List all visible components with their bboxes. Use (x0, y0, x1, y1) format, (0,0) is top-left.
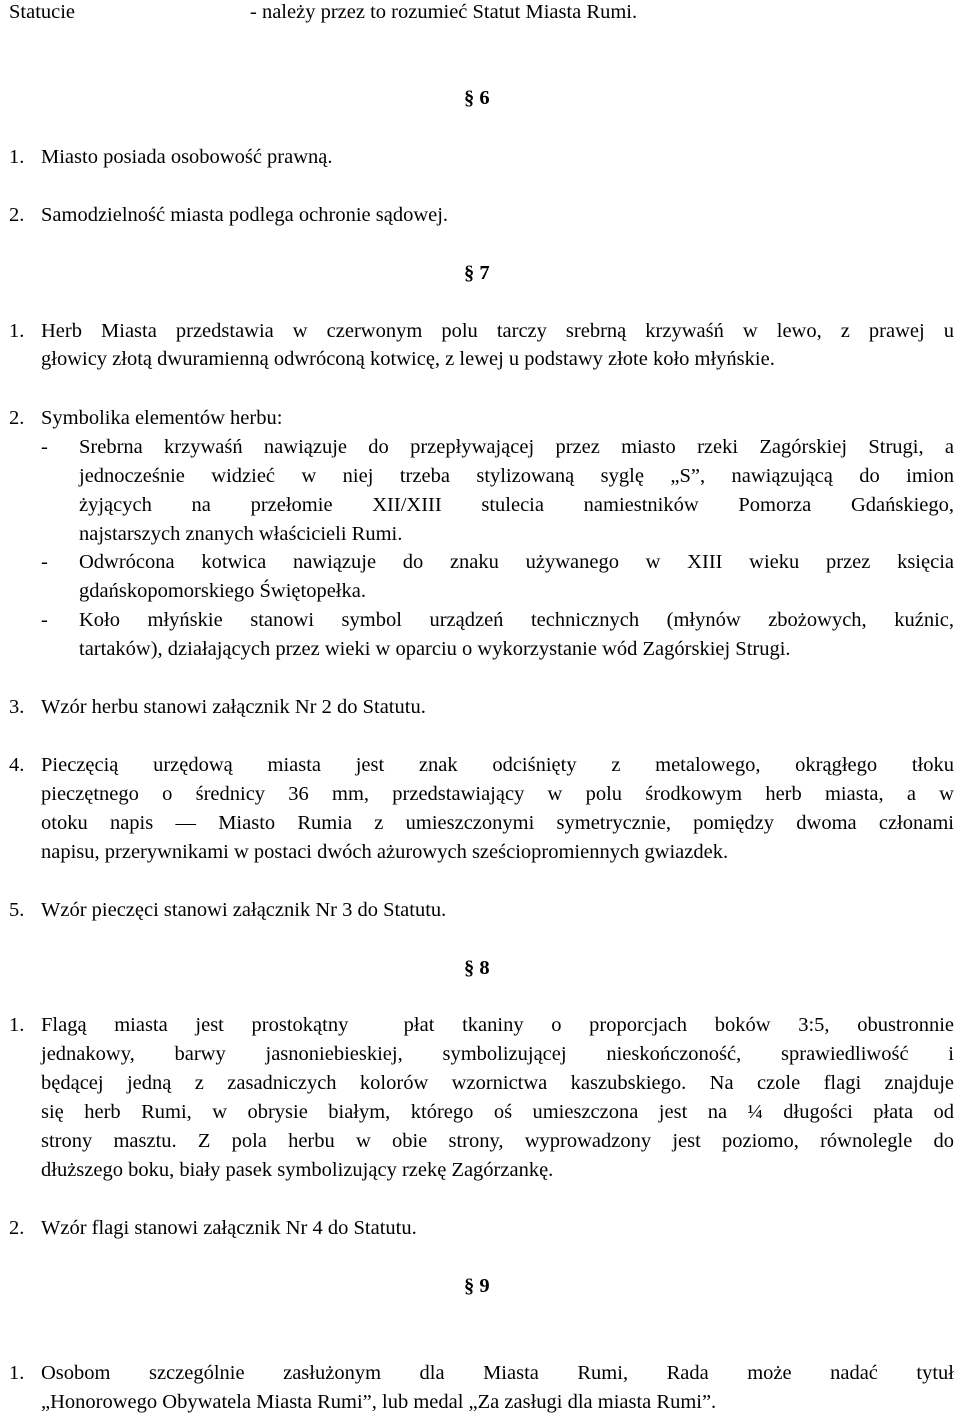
bullet-text: tartaków), działających przez wieki w oparciu o wykorzystanie wód Zagórskiej Strugi. (79, 638, 791, 660)
item-text: Miasto posiada osobowość prawną. (41, 146, 333, 168)
item-number: 1. (9, 1362, 25, 1384)
item-number: 2. (9, 1217, 25, 1239)
item-text: się herb Rumi, w obrysie białym, którego oś umieszczona jest na ¼ długości płata od (41, 1101, 954, 1123)
item-text: Flagą miasta jest prostokątny płat tkaniny o proporcjach boków 3:5, obustronnie (41, 1014, 954, 1036)
dash-bullet: - (41, 436, 48, 458)
item-text: Wzór herbu stanowi załącznik Nr 2 do Statutu. (41, 696, 426, 718)
item-text: Herb Miasta przedstawia w czerwonym polu tarczy srebrną krzywaśń w lewo, z prawej u (41, 320, 954, 342)
item-number: 2. (9, 204, 25, 226)
item-number: 1. (9, 1014, 25, 1036)
bullet-text: Odwrócona kotwica nawiązuje do znaku używanego w XIII wieku przez księcia (79, 551, 954, 573)
item-number: 5. (9, 899, 25, 921)
item-number: 4. (9, 754, 25, 776)
item-number: 1. (9, 146, 25, 168)
item-text: „Honorowego Obywatela Miasta Rumi”, lub medal „Za zasługi dla miasta Rumi”. (41, 1391, 717, 1413)
item-number: 1. (9, 320, 25, 342)
bullet-text: gdańskopomorskiego Świętopełka. (79, 580, 366, 602)
item-text: głowicy złotą dwuramienną odwróconą kotwicę, z lewej u podstawy złote koło młyńskie. (41, 348, 775, 370)
bullet-text: najstarszych znanych właścicieli Rumi. (79, 523, 403, 545)
item-text: Wzór flagi stanowi załącznik Nr 4 do Statutu. (41, 1217, 417, 1239)
item-text: Pieczęcią urzędową miasta jest znak odciśnięty z metalowego, okrągłego tłoku (41, 754, 954, 776)
bullet-text: żyjących na przełomie XII/XIII stulecia namiestników Pomorza Gdańskiego, (79, 494, 954, 516)
bullet-text: Koło młyńskie stanowi symbol urządzeń technicznych (młynów zbożowych, kuźnic, (79, 609, 954, 631)
item-text: jednakowy, barwy jasnoniebieskiej, symbolizującej nieskończoność, sprawiedliwość i (41, 1043, 954, 1065)
item-text: strony masztu. Z pola herbu w obie strony, wyprowadzony jest poziomo, równolegle do (41, 1130, 954, 1152)
dash-bullet: - (41, 609, 48, 631)
item-text: pieczętnego o średnicy 36 mm, przedstawiający w polu środkowym herb miasta, a w (41, 783, 954, 805)
item-number: 3. (9, 696, 25, 718)
term-label: Statucie (9, 1, 76, 23)
item-text: napisu, przerywnikami w postaci dwóch ażurowych sześciopromiennych gwiazdek. (41, 841, 729, 863)
item-text: Wzór pieczęci stanowi załącznik Nr 3 do Statutu. (41, 899, 447, 921)
term-definition: - należy przez to rozumieć Statut Miasta Rumi. (250, 1, 638, 23)
bullet-text: Srebrna krzywaśń nawiązuje do przepływającej przez miasto rzeki Zagórskiej Strugi, a (79, 436, 954, 458)
item-text: Symbolika elementów herbu: (41, 407, 283, 429)
paragraph-8-heading: § 8 (464, 957, 490, 979)
item-text: Samodzielność miasta podlega ochronie sądowej. (41, 204, 449, 226)
item-text: otoku napis — Miasto Rumia z umieszczonymi symetrycznie, pomiędzy dwoma członami (41, 812, 954, 834)
paragraph-7-heading: § 7 (464, 262, 490, 284)
paragraph-6-heading: § 6 (464, 87, 490, 109)
item-number: 2. (9, 407, 25, 429)
item-text: będącej jedną z zasadniczych kolorów wzornictwa kaszubskiego. Na czole flagi znajduje (41, 1072, 954, 1094)
dash-bullet: - (41, 551, 48, 573)
paragraph-9-heading: § 9 (464, 1275, 490, 1297)
item-text: dłuższego boku, biały pasek symbolizujący rzekę Zagórzankę. (41, 1159, 554, 1181)
item-text: Osobom szczególnie zasłużonym dla Miasta Rumi, Rada może nadać tytuł (41, 1362, 954, 1384)
bullet-text: jednocześnie widzieć w niej trzeba stylizowaną syglę „S”, nawiązującą do imion (79, 465, 954, 487)
